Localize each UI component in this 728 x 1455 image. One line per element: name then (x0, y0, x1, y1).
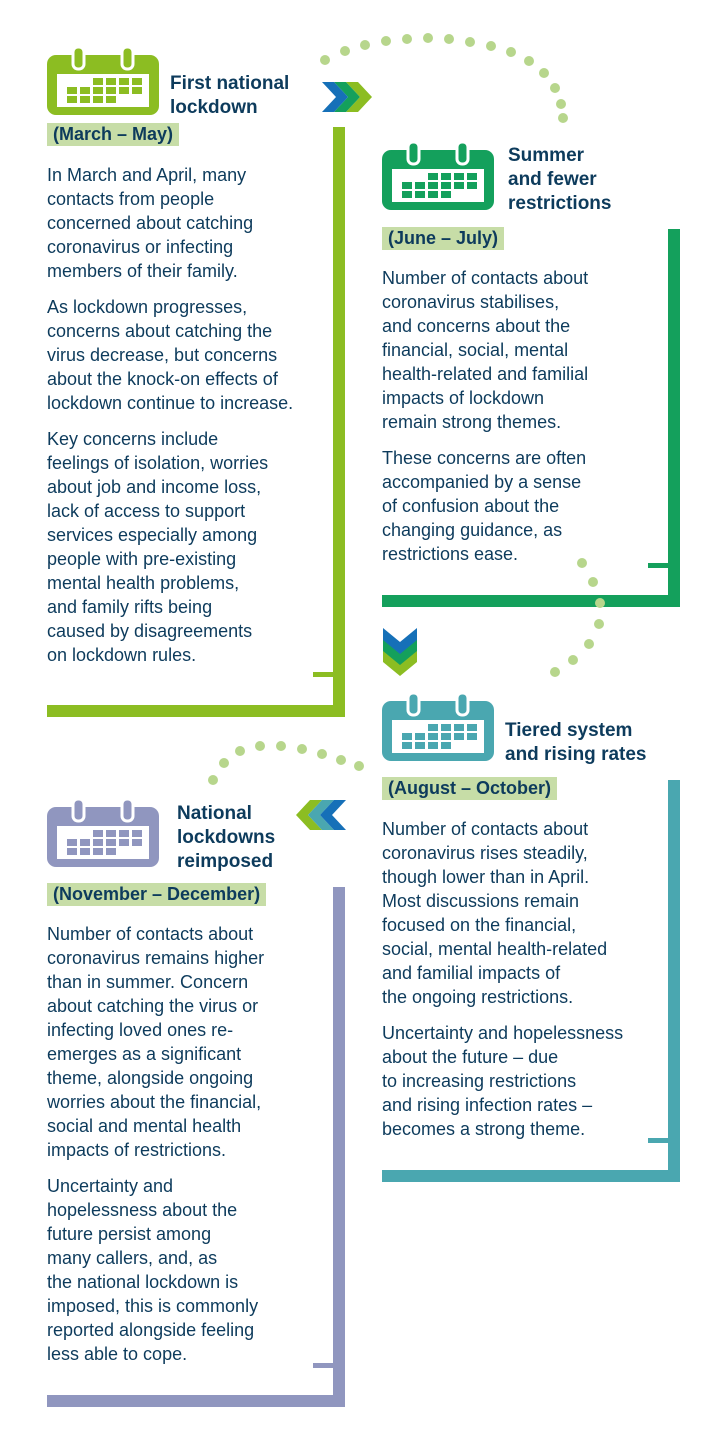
stage-description (47, 163, 337, 679)
stage-description (47, 922, 329, 1378)
paragraph: As lockdown progresses, concerns about catching the virus decrease, but concerns about the knock-on effects of lockdown continue to increase. (47, 297, 294, 413)
calendar-icon (382, 142, 494, 210)
calendar-icon (47, 47, 159, 115)
paragraph: Number of contacts about coronavirus rises steadily, though lower than in April. Most discussions remain focused on the financial, social, mental health-related and familial impacts of the ongoing restrictions. (382, 819, 608, 1007)
stage-period: (June – July) (382, 227, 504, 250)
paragraph: Key concerns include feelings of isolation, worries about job and income loss, lack of access to support services especially among people with pre-existing mental health problems, and family rifts being caused by disagreements on lockdown rules. (47, 429, 269, 665)
stage-description (382, 817, 664, 1153)
paragraph: These concerns are often accompanied by a sense of confusion about the changing guidance, as restrictions ease. (382, 448, 587, 564)
paragraph: In March and April, many contacts from people concerned about catching coronavirus or infecting members of their family. (47, 165, 254, 281)
paragraph: Uncertainty and hopelessness about the future – due to increasing restrictions and rising infection rates – becomes a strong theme. (382, 1023, 624, 1139)
stage-period: (August – October) (382, 777, 557, 800)
chevron-down-icon (383, 628, 417, 676)
chevron-right-icon (322, 82, 372, 112)
stage-title: First national lockdown (170, 73, 290, 118)
stage-title: Tiered system and rising rates (505, 720, 647, 765)
stage-period: (March – May) (47, 123, 179, 146)
paragraph: Uncertainty and hopelessness about the future persist among many callers, and, as the national lockdown is imposed, this is commonly reported alongside feeling less able to cope. (47, 1176, 259, 1364)
connector-dots-3 (208, 741, 364, 785)
chevron-left-icon (296, 800, 346, 830)
stage-title: Summer and fewer restrictions (508, 145, 612, 214)
calendar-icon (47, 799, 159, 867)
stage-period: (November – December) (47, 883, 266, 906)
calendar-icon (382, 693, 494, 761)
paragraph: Number of contacts about coronavirus remains higher than in summer. Concern about catching the virus or infecting loved ones re- emerges as a significant theme, alongside ongoing worries about the financial, social and mental health impacts of restrictions. (47, 924, 265, 1160)
stage-description (382, 266, 664, 578)
paragraph: Number of contacts about coronavirus stabilises, and concerns about the financial, social, mental health-related and familial impacts of lockdown remain strong themes. (382, 268, 589, 432)
stage-title: National lockdowns reimposed (177, 803, 276, 872)
